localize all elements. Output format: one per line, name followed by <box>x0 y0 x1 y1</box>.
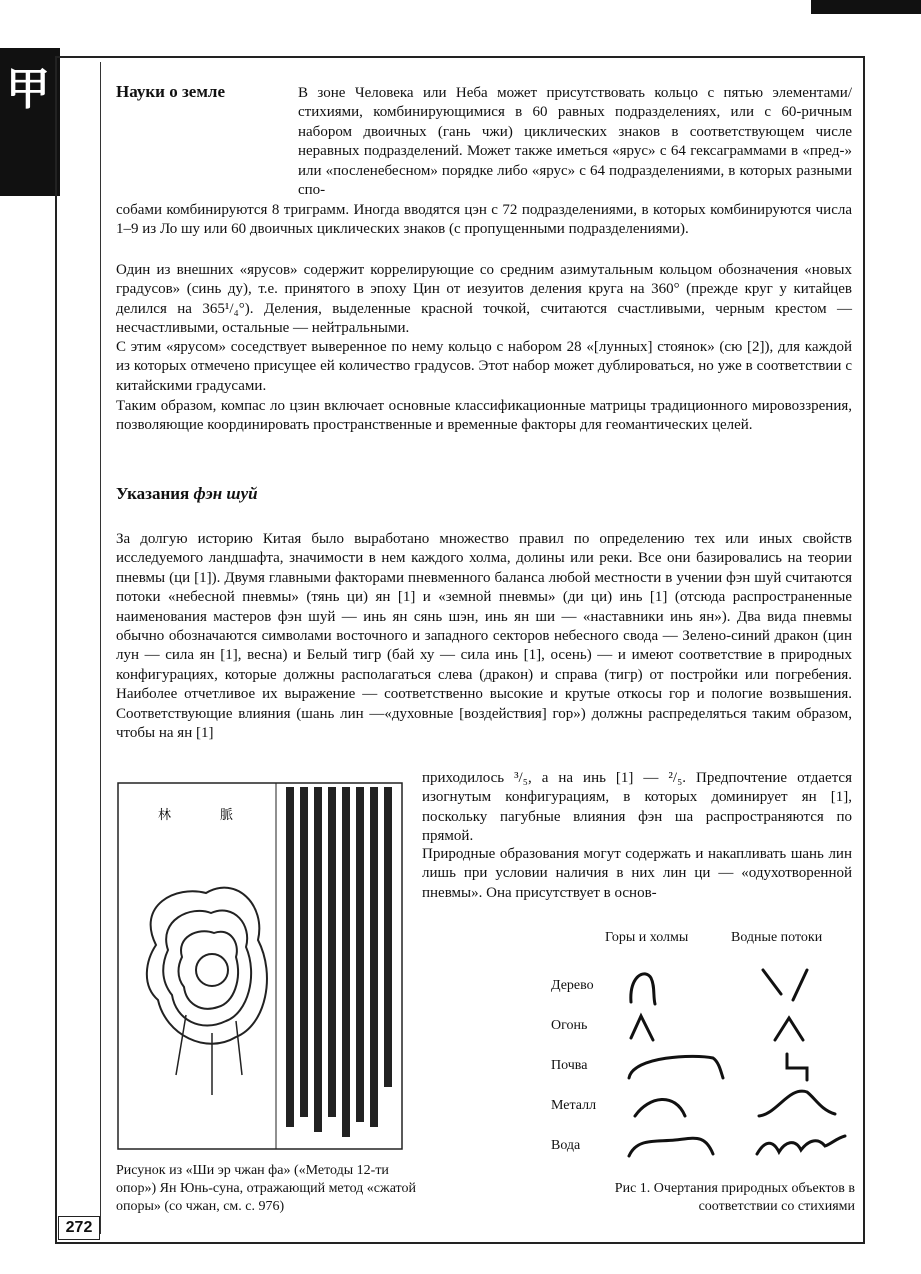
woodcut-figure <box>116 775 406 1155</box>
paragraph-5: За долгую историю Китая было выработано множество правил по определению тех или иных свойств исследуемого ландшафта, значимости в нем каждого холма, долины или реки. Все они базировались на теории пневмы (ци [1]). Двумя главными факторами пневменного баланса любой местности в учении фэн шуй считаются потоки «небесной пневмы» (тянь ци) ян [1] и «земной пневмы» (ди ци) инь [1] (отсюда распространенные наименования мастеров фэн шуй — инь ян сянь шэн, инь ян ши — «наставники инь ян»). Два вида пневмы обычно обозначаются символами восточного и западного секторов небесного свода — Зелено-синий дракон (цин лун — сила ян [1], весна) и Белый тигр (бай ху — сила инь [1], осень) — и имеют соответствие в природных конфигурациях, которые должны располагаться слева (дракон) и справа (тигр) от постройки или погребения. Наиболее отчетливое их выражение — соответственно высокие и крутые откосы гор и пологие возвышения. Соответствующие влияния (шань лин —«духовные [воздействия] гор») должны распределяться таким образом, чтобы на ян [1] <box>116 531 852 742</box>
wood-mountain-shape <box>631 974 655 1004</box>
row-water: Вода <box>551 1138 581 1153</box>
element-shapes-caption: Рис 1. Очертания природных объектов в соответствии со стихиями <box>614 1181 855 1214</box>
section-heading-earth-sciences: Науки о земле <box>116 82 225 101</box>
row-earth: Почва <box>551 1058 588 1073</box>
paragraph-7: Природные образования могут содержать и накапливать шань лин лишь при условии наличия в них лин ци — «одухотворенной пневмы». Она присутствует в основ- <box>422 846 852 901</box>
metal-water-shape <box>759 1091 835 1116</box>
paragraph-1-bottom: собами комбинируются 8 триграмм. Иногда вводятся цэн с 72 подразделениями, в которых комбинируются числа 1–9 из Ло шу или 60 двоичных циклических знаков (с пропущенными подразделениями). <box>116 202 852 238</box>
water-mountain-shape <box>629 1138 713 1156</box>
fire-water-shape <box>775 1018 803 1040</box>
metal-mountain-shape <box>635 1099 685 1116</box>
section-heading-feng-shui <box>116 484 258 504</box>
row-fire: Огонь <box>551 1018 588 1033</box>
chapter-tab <box>0 48 60 196</box>
heading-italic: фэн шуй <box>193 484 258 503</box>
paragraph-4: Таким образом, компас ло цзин включает основные классификационные матрицы традиционного мировоззрения, позволяющие координировать пространственные и временные факторы для геомантических целей. <box>116 398 852 434</box>
woodcut-caption: Рисунок из «Ши эр чжан фа» («Методы 12-ти опор») Ян Юнь-суна, отражающий метод «сжатой опоры» (со чжан, см. с. 976) <box>116 1163 416 1214</box>
paragraph-2: Один из внешних «ярусов» содержит коррелирующие со средним азимутальным кольцом обозначения «новых градусов» (синь ду), т.е. принятого в эпоху Цин от иезуитов деления круга на 360° (прежде круг у китайцев делился на 365¹/₄°). Деления, выделенные красной точкой, считаются счастливыми, черным крестом — несчастливыми, остальные — нейтральными. <box>116 262 852 337</box>
column-water: Водные потоки <box>731 930 823 945</box>
heading-plain: Указания <box>116 484 194 503</box>
row-wood: Дерево <box>551 978 594 993</box>
earth-mountain-shape <box>629 1056 723 1078</box>
mark-1: 林 <box>158 808 172 823</box>
paragraph-6: приходилось ³/₅, а на инь [1] — ²/₅. Предпочтение отдается изогнутым конфигурациям, в которых доминирует ян [1], поскольку пагубные влияния фэн ша распространяются по прямой. <box>422 770 852 845</box>
chapter-glyph: 甲 <box>6 64 50 115</box>
earth-water-shape <box>787 1054 807 1080</box>
fire-mountain-shape <box>631 1016 653 1040</box>
column-mountains: Горы и холмы <box>605 930 689 945</box>
woodcut-illustration <box>116 775 406 1155</box>
water-water-shape <box>757 1136 845 1154</box>
corner-mark <box>811 0 921 14</box>
paragraph-3: С этим «ярусом» соседствует выверенное по нему кольцо с набором 28 «[лунных] стоянок» (сю [2]), для каждой из которых отмечено присущее ей количество градусов. Этот набор может дублироваться, но уже в соответствии с китайскими градусами. <box>116 339 852 394</box>
wood-water-shape <box>763 970 807 1000</box>
row-metal: Металл <box>551 1098 597 1113</box>
mark-2: 脈 <box>220 808 234 823</box>
page-number: 272 <box>58 1216 100 1240</box>
paragraph-1-top: В зоне Человека или Неба может присутствовать кольцо с пятью элементами/стихиями, комбинирующимися в 60 равных подразделениях, или с 60-ричным набором двоичных (гань чжи) циклических знаков в соответствующем числе неравных подразделений. Может также иметься «ярус» с 64 гексаграммами в «пред-» или «посленебесном» порядке либо «ярус» с 64 подразделениями, в которых разными спо- <box>298 85 852 199</box>
element-shapes <box>545 930 855 1160</box>
element-shapes-figure <box>545 930 855 1160</box>
